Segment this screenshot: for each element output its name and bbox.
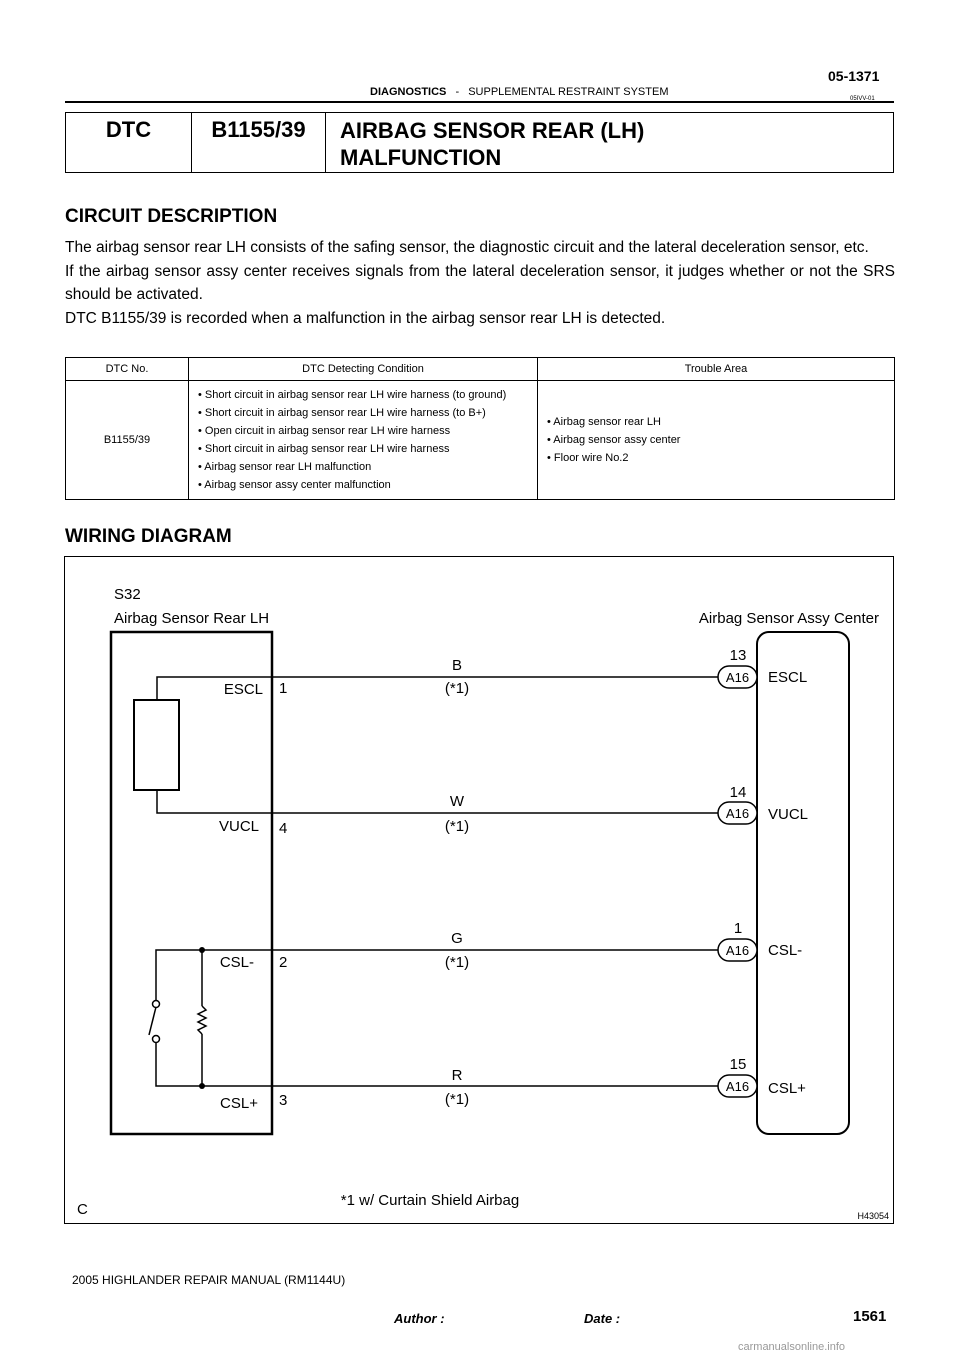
left-terminal-csl-minus: CSL- — [219, 954, 254, 971]
wire-color: R — [451, 1067, 463, 1084]
right-pin: 15 — [729, 1056, 747, 1073]
switch-contact — [153, 1036, 160, 1043]
resistor-icon — [198, 1006, 206, 1034]
wire-note: (*1) — [444, 954, 470, 971]
left-pin: 1 — [279, 680, 288, 697]
dtc-code: B1155/39 — [192, 113, 326, 172]
wire-color: W — [449, 793, 465, 810]
list-item: • Short circuit in airbag sensor rear LH wire harness (to ground) — [198, 389, 507, 401]
dtc-label: DTC — [66, 113, 192, 172]
switch-icon — [149, 1007, 156, 1035]
manual-title: 2005 HIGHLANDER REPAIR MANUAL (RM1144U) — [72, 1273, 346, 1287]
list-item: • Floor wire No.2 — [547, 452, 629, 464]
date-label: Date : — [584, 1311, 621, 1326]
circuit-description-heading: CIRCUIT DESCRIPTION — [65, 206, 278, 227]
list-item: • Airbag sensor assy center — [547, 434, 681, 446]
dtc-title-box — [65, 112, 894, 173]
junction-dot — [199, 947, 205, 953]
left-pin: 2 — [279, 954, 288, 971]
right-pin: 14 — [729, 784, 747, 801]
section-title: DIAGNOSTICS — [370, 86, 447, 98]
section-header — [370, 86, 669, 98]
footer-page-number: 1561 — [853, 1308, 887, 1325]
left-pin: 4 — [279, 820, 288, 837]
connector-tag: A16 — [725, 943, 750, 958]
wire-note: (*1) — [444, 680, 470, 697]
wire-note: (*1) — [444, 818, 470, 835]
right-component-box — [757, 632, 849, 1134]
dtc-title-line1: AIRBAG SENSOR REAR (LH) — [340, 118, 645, 143]
trouble-area-cell — [538, 381, 895, 500]
internal-wire — [157, 790, 272, 813]
wire-color: B — [451, 657, 463, 674]
wiring-diagram-svg — [65, 557, 892, 1222]
header-separator: - — [455, 86, 460, 98]
dtc-title-line2: MALFUNCTION — [340, 145, 502, 170]
table-row — [66, 381, 895, 500]
dtc-number-cell: B1155/39 — [66, 381, 189, 500]
watermark: carmanualsonline.info — [738, 1341, 846, 1353]
sensor-element — [134, 700, 179, 790]
condition-list — [190, 382, 536, 498]
switch-contact — [153, 1001, 160, 1008]
column-header-dtc-no: DTC No. — [66, 358, 189, 381]
circuit-description — [65, 236, 895, 330]
trouble-area-list — [539, 409, 893, 471]
list-item: • Airbag sensor rear LH malfunction — [198, 461, 372, 473]
footnote: *1 w/ Curtain Shield Airbag — [340, 1192, 520, 1209]
figure-code: H43054 — [857, 1211, 889, 1221]
column-header-trouble-area: Trouble Area — [538, 358, 895, 381]
list-item: • Short circuit in airbag sensor rear LH wire harness (to B+) — [198, 407, 486, 419]
document-code: 05IVV-01 — [850, 96, 875, 102]
list-item: • Short circuit in airbag sensor rear LH wire harness — [198, 443, 450, 455]
right-terminal-csl-plus: CSL+ — [768, 1080, 806, 1097]
right-terminal-vucl: VUCL — [768, 806, 809, 823]
left-pin: 3 — [279, 1092, 288, 1109]
connector-tag: A16 — [725, 806, 750, 821]
wire-note: (*1) — [444, 1091, 470, 1108]
right-component-label: Airbag Sensor Assy Center — [698, 610, 879, 627]
condition-cell — [189, 381, 538, 500]
description-paragraph: DTC B1155/39 is recorded when a malfunction in the airbag sensor rear LH is detected. — [65, 309, 666, 327]
dtc-table — [65, 357, 895, 500]
column-header-condition: DTC Detecting Condition — [189, 358, 538, 381]
right-pin: 1 — [733, 920, 743, 937]
list-item: • Airbag sensor assy center malfunction — [198, 479, 391, 491]
left-component-box — [111, 632, 272, 1134]
wiring-diagram-heading: WIRING DIAGRAM — [65, 526, 232, 547]
internal-wire — [156, 950, 272, 1008]
left-connector-id: S32 — [114, 586, 141, 603]
description-paragraph: The airbag sensor rear LH consists of the safing sensor, the diagnostic circuit and the lateral deceleration sensor, etc. — [65, 239, 869, 256]
subsection-title: SUPPLEMENTAL RESTRAINT SYSTEM — [468, 86, 669, 98]
table-header-row — [66, 358, 895, 381]
list-item: • Open circuit in airbag sensor rear LH wire harness — [198, 425, 451, 437]
right-terminal-escl: ESCL — [768, 669, 808, 686]
author-label: Author : — [394, 1311, 445, 1326]
page-number: 05-1371 — [828, 68, 880, 84]
left-terminal-escl: ESCL — [223, 681, 263, 698]
wiring-diagram — [64, 556, 894, 1224]
left-terminal-vucl: VUCL — [218, 818, 259, 835]
internal-wire — [156, 1036, 272, 1086]
right-pin: 13 — [729, 647, 747, 664]
header-rule — [65, 101, 894, 103]
left-component-label: Airbag Sensor Rear LH — [114, 610, 270, 627]
list-item: • Airbag sensor rear LH — [547, 416, 661, 428]
corner-letter: C — [77, 1201, 88, 1218]
connector-tag: A16 — [725, 670, 750, 685]
description-paragraph: If the airbag sensor assy center receives signals from the lateral deceleration sensor, it judges whether or not the SRS should be activated. — [65, 262, 895, 303]
connector-tag: A16 — [725, 1079, 750, 1094]
left-terminal-csl-plus: CSL+ — [220, 1095, 258, 1112]
right-terminal-csl-minus: CSL- — [768, 942, 803, 959]
dtc-title — [326, 113, 893, 172]
junction-dot — [199, 1083, 205, 1089]
wire-color: G — [451, 930, 463, 947]
